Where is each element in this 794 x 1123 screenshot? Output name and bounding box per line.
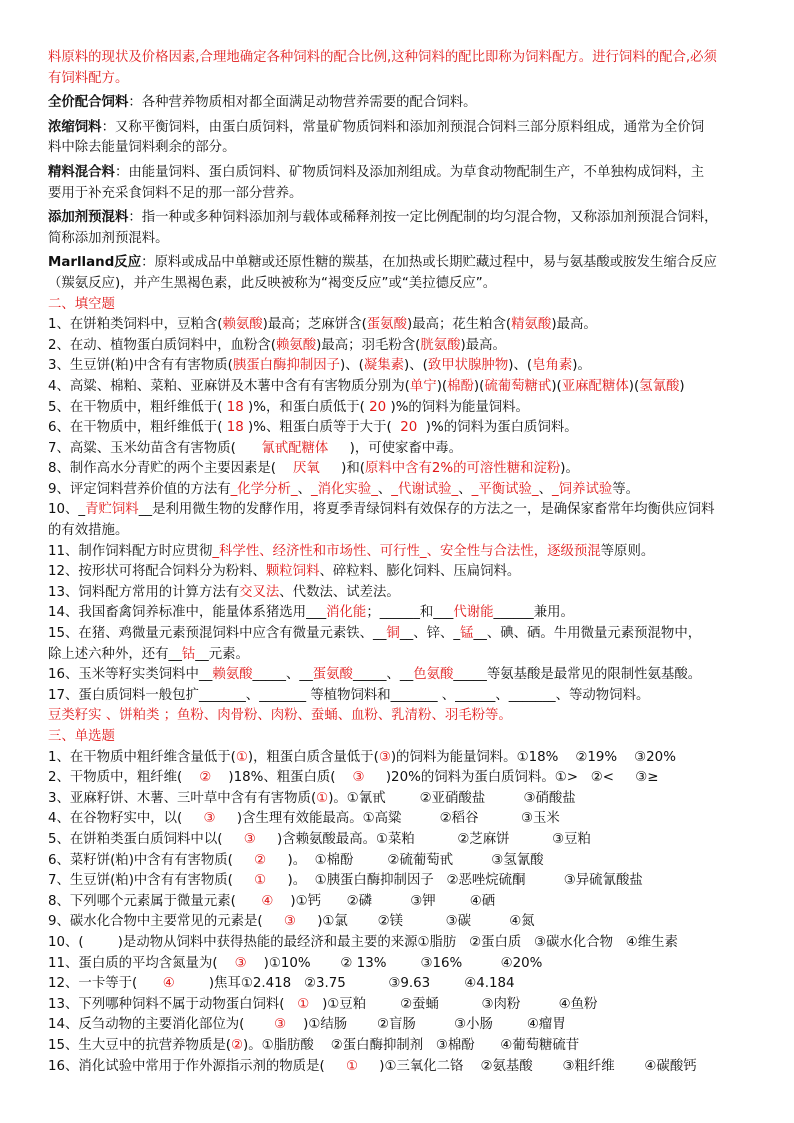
answer-text: ③ — [203, 811, 216, 827]
choice-question — [48, 871, 758, 892]
answer-text: 色氨酸 — [413, 667, 454, 683]
definition-line — [48, 118, 758, 139]
question-text: )含赖氨酸最高。①菜粕 ②芝麻饼 ③豆粕 — [255, 831, 591, 847]
answer-text: 皂角素 — [532, 358, 573, 374]
choice-question — [48, 830, 758, 851]
definition-text: ：原料或成品中单糖或还原性糖的羰基，在加热或长期贮藏过程中，易与氨基酸或胺发生缩合反应 — [141, 255, 717, 271]
fill-question — [48, 603, 758, 624]
question-text: 15、在猪、鸡微量元素预混饲料中应含有微量元素铁、__ — [48, 626, 387, 642]
answer-text: 青贮饲料 — [85, 502, 139, 518]
fill-in-section — [48, 315, 758, 727]
choice-question — [48, 974, 758, 995]
question-text: ) — [679, 378, 685, 394]
question-text: )最高。 — [460, 337, 506, 353]
question-text: 9、碳水化合物中主要常见的元素是( — [48, 914, 284, 930]
question-text: __是利用微生物的发酵作用，将夏季青绿饲料有效保存的方法之一，是确保家畜常年均衡供应饲料 — [138, 502, 715, 518]
answer-text: ① — [345, 1058, 358, 1074]
answer-text: 消化能 — [326, 605, 367, 621]
fill-question — [48, 480, 758, 501]
question-text: __、锌、_ — [399, 626, 461, 642]
question-text: )20%的饲料为蛋白质饲料。①> ②< ③≥ — [364, 770, 659, 786]
choice-question — [48, 1057, 758, 1078]
answer-text: ④ — [162, 976, 175, 992]
answer-text: 亚麻配糖体 — [561, 378, 629, 394]
fill-question — [48, 398, 758, 419]
definition-line — [48, 184, 758, 205]
definition-term: 精料混合料 — [48, 164, 115, 180]
question-text: _____、__ — [252, 667, 313, 683]
single-choice-section — [48, 748, 758, 1078]
answer-text: 胰蛋白酶抑制因子 — [232, 358, 341, 374]
answer-text: 原料中含有2%的可溶性糖和淀粉 — [364, 461, 561, 477]
answer-text: 蛋氨酸 — [366, 317, 407, 333]
question-text: )%，和蛋白质低于( — [248, 399, 365, 415]
fill-question — [48, 377, 758, 398]
question-text: )18%、粗蛋白质( — [211, 770, 353, 786]
question-text: 11、蛋白质的平均含氮量为( — [48, 955, 235, 971]
choice-question — [48, 995, 758, 1016]
answer-text: ③ — [378, 749, 391, 765]
question-text: _____等氨基酸是最常见的限制性氨基酸。 — [453, 667, 702, 683]
definition-line — [48, 163, 758, 184]
question-text: )。 ①棉酚 ②硫葡萄甙 ③氢氰酸 — [266, 852, 544, 868]
question-text: )( — [473, 378, 485, 394]
definition-line — [48, 229, 758, 250]
question-text: 10、( )是动物从饲料中获得热能的最经济和最主要的来源①脂肪 ②蛋白质 ③碳水化合物 ④维生素 — [48, 934, 678, 950]
question-text: )%的饲料为蛋白质饲料。 — [425, 420, 578, 436]
question-text: )( — [551, 378, 562, 394]
question-text: )①氯 ②镁 ③碳 ④氮 — [295, 914, 535, 930]
answer-text: 单宁 — [409, 378, 437, 394]
question-text: )最高。 — [551, 317, 597, 333]
question-text: )( — [436, 378, 448, 394]
definition-text: ：各种营养物质相对都全面满足动物营养需要的配合饲料。 — [128, 95, 477, 111]
definition-item — [48, 208, 758, 249]
choice-question — [48, 1036, 758, 1057]
question-text: 、 — [458, 481, 472, 497]
intro-line: 有饲料配方。 — [48, 70, 129, 86]
answer-text: 赖氨酸 — [222, 317, 263, 333]
answer-text: _化学分析_ — [230, 481, 298, 497]
question-text: 6、菜籽饼(粕)中含有有害物质( — [48, 852, 255, 868]
choice-question — [48, 748, 758, 769]
question-text: 16、玉米等籽实类饲料中__ — [48, 667, 213, 683]
question-text: ；______和___ — [366, 605, 454, 621]
question-text: 15、生大豆中的抗营养物质是( — [48, 1037, 231, 1053]
answer-text: 胱氨酸 — [420, 337, 461, 353]
fill-question — [48, 336, 758, 357]
fill-question — [48, 665, 758, 686]
choice-question — [48, 768, 758, 789]
definition-text: ：指一种或多种饲料添加剂与载体或稀释剂按一定比例配制的均匀混合物，又称添加剂预混合饲料， — [128, 210, 718, 226]
answer-text: 20 — [364, 399, 391, 415]
answer-text: 18 — [222, 420, 248, 436]
definition-text: 要用于补充采食饲料不足的那一部分营养。 — [48, 185, 303, 201]
question-text: )最高；花生粕含( — [406, 317, 512, 333]
definitions-section — [48, 93, 758, 294]
answer-text: 18 — [222, 399, 248, 415]
question-text: 、碎粒料、膨化饲料、压扁饲料。 — [319, 564, 521, 580]
choice-section-title: 三、单选题 — [48, 729, 115, 744]
question-text: __元素。 — [195, 646, 249, 662]
question-text: 5、在干物质中，粗纤维低于( — [48, 399, 223, 415]
answer-text: 精氨酸 — [511, 317, 552, 333]
question-text: )( — [628, 378, 640, 394]
question-text: 3、亚麻籽饼、木薯、三叶草中含有有害物质( — [48, 790, 317, 806]
fill-question — [48, 542, 758, 563]
answer-text: 锰 — [460, 626, 474, 642]
question-text: 等。 — [612, 481, 640, 497]
answer-text: _科学性、经济性和市场性、可行性_、安全性与合法性，逐级预混 — [212, 543, 601, 559]
choice-question — [48, 1015, 758, 1036]
choice-question — [48, 851, 758, 872]
question-text: )。 ①胰蛋白酶抑制因子 ②恶唑烷硫酮 ③异硫氰酸盐 — [266, 873, 643, 889]
choice-question — [48, 954, 758, 975]
definition-term: 全价配合饲料 — [48, 95, 129, 111]
question-text: )①豆粕 ②蚕蛹 ③肉粉 ④鱼粉 — [309, 996, 598, 1012]
question-text: )①钙 ②磷 ③钾 ④硒 — [273, 893, 496, 909]
question-text: 8、下列哪个元素属于微量元素( — [48, 893, 262, 909]
fill-question — [48, 315, 758, 336]
question-text: )的饲料为能量饲料。①18% ②19% ③20% — [390, 749, 676, 765]
question-text: 13、下列哪种饲料不属于动物蛋白饲料( — [48, 996, 298, 1012]
fill-question — [48, 521, 758, 542]
intro-paragraph — [48, 48, 758, 89]
question-text: )。①氰甙 ②亚硝酸盐 ③硝酸盐 — [328, 790, 576, 806]
question-text: 10、_ — [48, 502, 86, 518]
intro-line: 料原料的现状及价格因素,合理地确定各种饲料的配合比例,这种饲料的配比即称为饲料配方。进行饲料的配合,必须 — [48, 50, 717, 65]
answer-text: ③ — [283, 914, 296, 930]
definition-text: 料中除去能量饲料剩余的部分。 — [48, 140, 236, 156]
answer-text: _代谢试验_ — [391, 481, 459, 497]
fill-question — [48, 418, 758, 439]
question-text: __、碘、硒。牛用微量元素预混物中， — [473, 626, 702, 642]
document-page — [48, 48, 758, 1077]
question-text: 4、在谷物籽实中，以( — [48, 811, 204, 827]
fill-question — [48, 562, 758, 583]
question-text: )含生理有效能最高。①高粱 ②稻谷 ③玉米 — [215, 811, 560, 827]
choice-question — [48, 912, 758, 933]
question-text: 、 — [377, 481, 392, 497]
answer-text: 交叉法 — [239, 584, 280, 600]
question-text: 4、高粱、棉粕、菜粕、亚麻饼及木薯中含有有害物质分别为( — [48, 378, 410, 394]
question-text: )，粗蛋白质含量低于( — [247, 749, 379, 765]
question-text: )%、粗蛋白质等于大于( — [248, 420, 392, 436]
fill-question — [48, 356, 758, 377]
question-text: )焦耳①2.418 ②3.75 ③9.63 ④4.184 — [174, 976, 515, 992]
answer-text: 颗粒饲料 — [265, 564, 320, 580]
answer-text: 20 — [391, 420, 426, 436]
definition-item — [48, 163, 758, 204]
answer-text: 豆类籽实 、饼粕类 ；鱼粉、肉骨粉、肉粉、蚕蛹、血粉、乳清粉、羽毛粉等。 — [48, 708, 512, 724]
definition-item — [48, 118, 758, 159]
answer-text: ① — [297, 996, 310, 1012]
definition-line — [48, 138, 758, 159]
question-text: )、( — [404, 358, 428, 374]
answer-text: _平衡试验_ — [471, 481, 539, 497]
question-text: 7、生豆饼(粕)中含有有害物质( — [48, 873, 255, 889]
definition-line — [48, 253, 758, 274]
answer-text: 代谢能 — [453, 605, 494, 621]
question-text: )最高；羽毛粉含( — [316, 337, 421, 353]
question-text: 7、高粱、玉米幼苗含有害物质( — [48, 440, 262, 456]
answer-text: 赖氨酸 — [276, 337, 317, 353]
question-text: 6、在干物质中，粗纤维低于( — [48, 420, 223, 436]
question-text: 12、一卡等于( — [48, 976, 163, 992]
answer-text: 凝集素 — [363, 358, 405, 374]
answer-text: ① — [235, 749, 248, 765]
answer-text: ④ — [261, 893, 274, 909]
question-text: 的有效措施。 — [48, 523, 129, 539]
definition-text: 简称添加剂预混料。 — [48, 230, 169, 246]
answer-text: ③ — [243, 831, 256, 847]
definition-item — [48, 253, 758, 294]
answer-text: 棉酚 — [447, 378, 474, 394]
question-text: )和( — [319, 461, 365, 477]
question-text: )、( — [340, 358, 364, 374]
definition-text: ：由能量饲料、蛋白质饲料、矿物质饲料及添加剂组成。为草食动物配制生产，不单独构成饲料，主 — [114, 164, 705, 180]
question-text: 12、按形状可将配合饲料分为粉料、 — [48, 564, 266, 580]
definition-term: 添加剂预混料 — [48, 210, 129, 226]
question-text: )。 — [572, 358, 591, 374]
definition-line — [48, 208, 758, 229]
question-text: ______兼用。 — [493, 605, 574, 621]
choice-question — [48, 809, 758, 830]
definition-line — [48, 274, 758, 295]
question-text: 5、在饼粕类蛋白质饲料中以( — [48, 831, 244, 847]
question-text: 、 — [538, 481, 552, 497]
answer-text: ② — [230, 1037, 243, 1053]
question-text: 13、饲料配方常用的计算方法有 — [48, 584, 240, 600]
fill-question — [48, 645, 758, 666]
fill-question — [48, 583, 758, 604]
fill-question — [48, 686, 758, 707]
answer-text: 钴 — [181, 646, 196, 662]
fill-question — [48, 500, 758, 521]
question-text: 8、制作高水分青贮的两个主要因素是( — [48, 461, 294, 477]
answer-text: 致甲状腺肿物 — [427, 358, 509, 374]
question-text: 2、干物质中，粗纤维( — [48, 770, 200, 786]
question-text: _____、__ — [352, 667, 414, 683]
question-text: )最高；芝麻饼含( — [262, 317, 367, 333]
answer-text: ③ — [274, 1017, 287, 1033]
question-text: 16、消化试验中常用于作外源指示剂的物质是( — [48, 1058, 346, 1074]
answer-text: 硫葡萄糖甙 — [484, 378, 552, 394]
question-text: 等原则。 — [600, 543, 655, 559]
fill-question — [48, 439, 758, 460]
fill-section-title: 二、填空题 — [48, 296, 115, 312]
choice-question — [48, 933, 758, 954]
answer-text: ① — [254, 873, 267, 889]
definition-text: （羰氨反应)，并产生黑褐色素，此反映被称为“褐变反应”或“美拉德反应”。 — [48, 275, 497, 291]
answer-text: ② — [199, 770, 212, 786]
answer-text: 厌氧 — [293, 461, 320, 477]
question-text: )①10% ② 13% ③16% ④20% — [246, 955, 543, 971]
fill-question — [48, 624, 758, 645]
question-text: )①三氧化二铬 ②氨基酸 ③粗纤维 ④碳酸钙 — [357, 1058, 697, 1074]
question-text: 14、反刍动物的主要消化部位为( — [48, 1017, 275, 1033]
definition-item — [48, 93, 758, 114]
definition-text: ：又称平衡饲料，由蛋白质饲料，常量矿物质饲料和添加剂预混合饲料三部分原料组成，通常为全价饲 — [101, 119, 705, 135]
fill-question — [48, 459, 758, 480]
answer-text: _饲养试验 — [551, 481, 613, 497]
question-text: 9、评定饲料营养价值的方法有 — [48, 481, 231, 497]
answer-text: 氰甙配糖体 — [261, 440, 329, 456]
answer-text: 蛋氨酸 — [312, 667, 353, 683]
answer-text: ② — [254, 852, 267, 868]
answer-text: ① — [316, 790, 329, 806]
question-text: )%的饲料为能量饲料。 — [390, 399, 529, 415]
question-text: 、代数法、试差法。 — [279, 584, 400, 600]
question-text: 17、蛋白质饲料一般包扩_______、_______ 等植物饲料和_______ 、______、_______、等动物饲料。 — [48, 687, 650, 703]
answer-text: ③ — [234, 955, 247, 971]
question-text: 14、我国畜禽饲养标准中，能量体系猪选用___ — [48, 605, 327, 621]
question-text: )。①脂肪酸 ②蛋白酶抑制剂 ③棉酚 ④葡萄糖硫苷 — [242, 1037, 580, 1053]
answer-text: ③ — [352, 770, 365, 786]
answer-text: 氢氰酸 — [639, 378, 680, 394]
question-text: 11、制作饲料配方时应贯彻 — [48, 543, 213, 559]
question-text: )，可使家畜中毒。 — [328, 440, 462, 456]
question-text: 1、在干物质中粗纤维含量低于( — [48, 749, 236, 765]
answer-text: 铜 — [386, 626, 400, 642]
answer-text: _消化实验_ — [310, 481, 378, 497]
choice-question — [48, 789, 758, 810]
question-text: 、 — [297, 481, 311, 497]
definition-term: Marlland反应 — [48, 255, 142, 271]
choice-question — [48, 892, 758, 913]
question-text: 1、在饼粕类饲料中，豆粕含( — [48, 317, 223, 333]
definition-term: 浓缩饲料 — [48, 119, 102, 135]
question-text: )①结肠 ②盲肠 ③小肠 ④瘤胃 — [286, 1017, 566, 1033]
question-text: 除上述六种外，还有__ — [48, 646, 182, 662]
definition-line — [48, 93, 758, 114]
question-text: 3、生豆饼(粕)中含有有害物质( — [48, 358, 233, 374]
question-text: )。 — [560, 461, 579, 477]
question-text: 2、在动、植物蛋白质饲料中，血粉含( — [48, 337, 276, 353]
fill-question — [48, 706, 758, 727]
answer-text: 赖氨酸 — [212, 667, 253, 683]
question-text: )、( — [508, 358, 533, 374]
